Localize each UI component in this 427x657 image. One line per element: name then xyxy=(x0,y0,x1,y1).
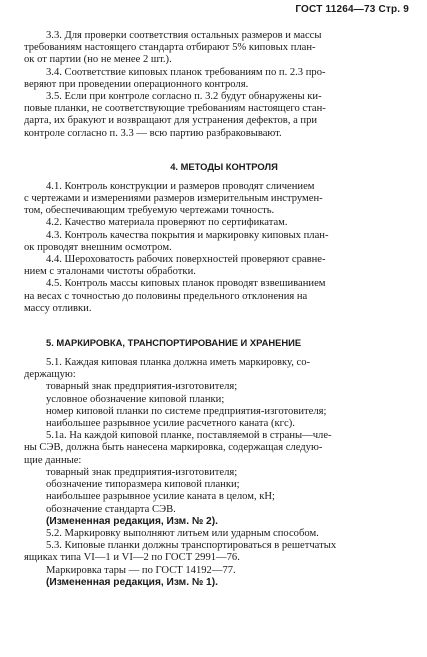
page-header: ГОСТ 11264—73 Стр. 9 xyxy=(295,4,409,15)
text-line: условное обозначение киповой планки; xyxy=(46,393,225,405)
text-line: том, обеспечивающим требуемую чертежами точность. xyxy=(24,205,275,217)
text-line: 4.3. Контроль качества покрытия и маркировку киповых план- xyxy=(46,229,329,241)
text-line: 3.5. Если при контроле согласно п. 3.2 будут обнаружены ки- xyxy=(46,91,322,103)
text-line: 4.4. Шероховатость рабочих поверхностей проверяют сравне- xyxy=(46,254,326,266)
text-line: с чертежами и измерениями размеров измерительным инструмен- xyxy=(24,193,323,205)
text-line: контроле согласно п. 3.3 — всю партию разбраковывают. xyxy=(24,127,282,139)
text-line: повые планки, не соответствующие требованиям настоящего стан- xyxy=(24,103,326,115)
text-line: наибольшее разрывное усилие расчетного каната (кгс). xyxy=(46,418,295,430)
text-line: нием с эталонами чистоты обработки. xyxy=(24,266,196,278)
amendment-note: (Измененная редакция, Изм. № 2). xyxy=(46,515,218,527)
text-line: держащую: xyxy=(24,369,76,381)
text-line: 5.3. Киповые планки должны транспортироваться в решетчатых xyxy=(46,540,337,552)
text-line: наибольшее разрывное усилие каната в целом, кН; xyxy=(46,491,275,503)
amendment-note: (Измененная редакция, Изм. № 1). xyxy=(46,576,218,588)
text-line: 4.1. Контроль конструкции и размеров проводят сличением xyxy=(46,180,315,192)
text-line: Маркировка тары — по ГОСТ 14192—77. xyxy=(46,564,236,576)
text-line: дарта, их бракуют и возвращают для устранения дефектов, а при xyxy=(24,115,318,127)
text-line: товарный знак предприятия-изготовителя; xyxy=(46,466,238,478)
text-line: товарный знак предприятия-изготовителя; xyxy=(46,381,238,393)
text-line: 5.1. Каждая киповая планка должна иметь маркировку, со- xyxy=(46,357,311,369)
text-line: веряют при проведении операционного контроля. xyxy=(24,78,249,90)
text-line: номер киповой планки по системе предприятия-изготовителя; xyxy=(46,405,327,417)
text-line: 4.2. Качество материала проверяют по сертификатам. xyxy=(46,217,288,229)
text-line: обозначение стандарта СЭВ. xyxy=(46,503,176,515)
text-line: массу отливки. xyxy=(24,302,92,314)
text-line: обозначение типоразмера киповой планки; xyxy=(46,479,240,491)
text-line: 5.2. Маркировку выполняют литьем или ударным способом. xyxy=(46,527,319,539)
text-line: 3.4. Соответствие киповых планок требованиям по п. 2.3 про- xyxy=(46,66,326,78)
document-body xyxy=(24,30,414,589)
text-line: 4.5. Контроль массы киповых планок проводят взвешиванием xyxy=(46,278,326,290)
text-line: 3.3. Для проверки соответствия остальных размеров и массы xyxy=(46,30,322,41)
text-line: ящиках типа VI—1 и VI—2 по ГОСТ 2991—76. xyxy=(24,552,240,564)
section-heading-5: 5. МАРКИРОВКА, ТРАНСПОРТИРОВАНИЕ И ХРАНЕНИЕ xyxy=(46,337,302,349)
text-line: щие данные: xyxy=(24,454,82,466)
section-heading-4: 4. МЕТОДЫ КОНТРОЛЯ xyxy=(170,160,278,172)
text-line: ок проводят внешним осмотром. xyxy=(24,241,172,253)
text-line: ны СЭВ, должна быть нанесена маркировка, содержащая следую- xyxy=(24,442,323,454)
text-line: требованиям настоящего стандарта отбирают 5% киповых план- xyxy=(24,42,316,54)
text-line: на весах с точностью до половины предельного отклонения на xyxy=(24,290,308,302)
text-line: ок от партии (но не менее 2 шт.). xyxy=(24,54,172,66)
text-line: 5.1а. На каждой киповой планке, поставляемой в страны—чле- xyxy=(46,430,332,442)
